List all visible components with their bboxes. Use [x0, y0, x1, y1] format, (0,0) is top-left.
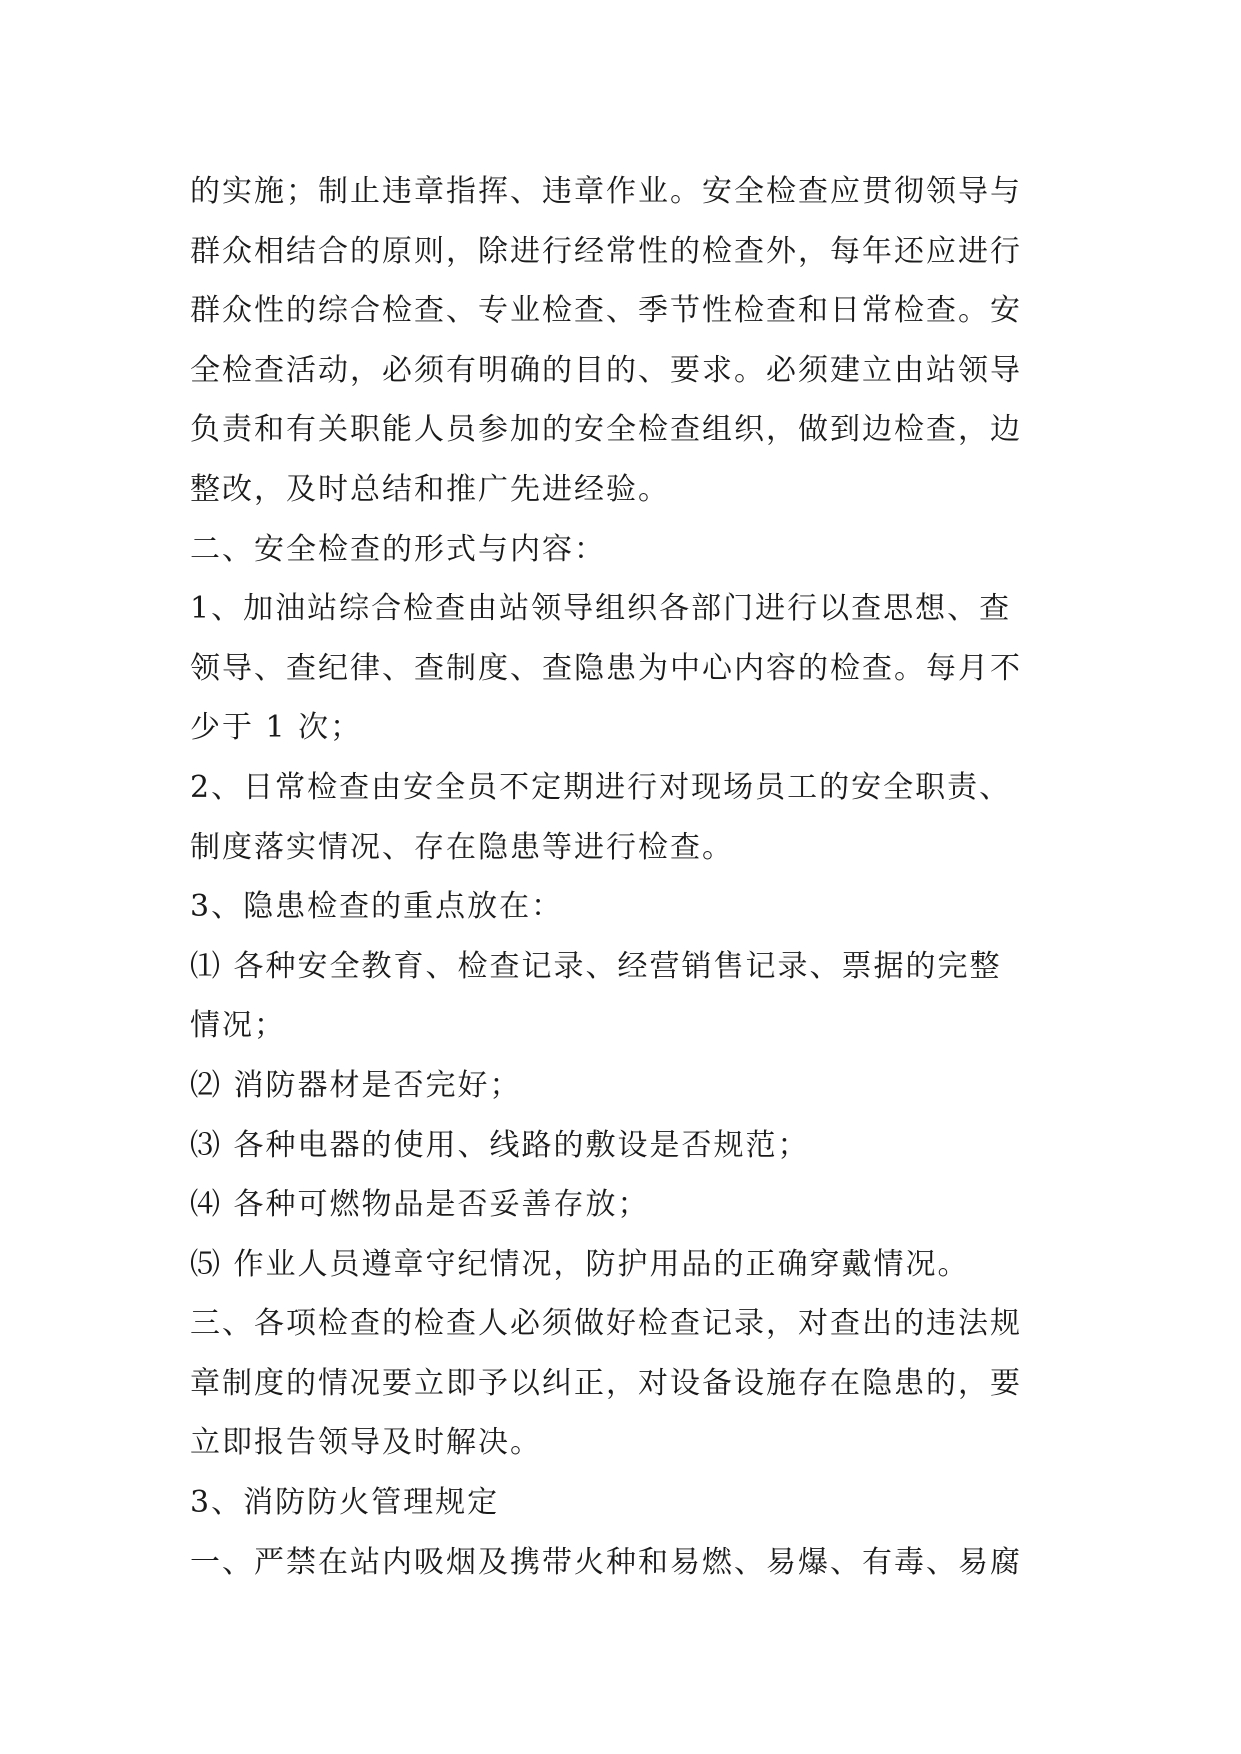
text-line: 制度落实情况、存在隐患等进行检查。: [190, 829, 734, 865]
text-line: 立即报告领导及时解决。: [190, 1425, 542, 1461]
text-line: 3、隐患检查的重点放在：: [190, 889, 564, 925]
text-line: 少于 1 次；: [190, 710, 363, 746]
text-line: 1、加油站综合检查由站领导组织各部门进行以查思想、查: [190, 591, 1012, 627]
text-line: 章制度的情况要立即予以纠正，对设备设施存在隐患的，要: [190, 1365, 1022, 1401]
text-line: 2、日常检查由安全员不定期进行对现场员工的安全职责、: [190, 769, 1012, 805]
text-line: 全检查活动，必须有明确的目的、要求。必须建立由站领导: [190, 352, 1022, 388]
text-line: 三、各项检查的检查人必须做好检查记录，对查出的违法规: [190, 1306, 1022, 1342]
list-item: ⑸ 作业人员遵章守纪情况，防护用品的正确穿戴情况。: [190, 1246, 970, 1282]
text-line: 群众性的综合检查、专业检查、季节性检查和日常检查。安: [190, 293, 1022, 329]
list-item: ⑴ 各种安全教育、检查记录、经营销售记录、票据的完整: [190, 948, 1002, 984]
text-line: 领导、查纪律、查制度、查隐患为中心内容的检查。每月不: [190, 650, 1022, 686]
text-line: 负责和有关职能人员参加的安全检查组织，做到边检查，边: [190, 412, 1022, 448]
document-body: [190, 162, 1070, 1592]
section-heading: 3、消防防火管理规定: [190, 1485, 500, 1521]
list-item: ⑶ 各种电器的使用、线路的敷设是否规范；: [190, 1127, 810, 1163]
text-line: 的实施；制止违章指挥、违章作业。安全检查应贯彻领导与: [190, 174, 1022, 209]
list-item: 情况；: [190, 1008, 286, 1044]
text-line: 一、严禁在站内吸烟及携带火种和易燃、易爆、有毒、易腐: [190, 1544, 1022, 1580]
list-item: ⑷ 各种可燃物品是否妥善存放；: [190, 1187, 650, 1223]
text-line: 整改，及时总结和推广先进经验。: [190, 471, 670, 507]
text-line: 群众相结合的原则，除进行经常性的检查外，每年还应进行: [190, 233, 1022, 269]
list-item: ⑵ 消防器材是否完好；: [190, 1067, 522, 1103]
section-heading: 二、安全检查的形式与内容：: [190, 531, 606, 567]
